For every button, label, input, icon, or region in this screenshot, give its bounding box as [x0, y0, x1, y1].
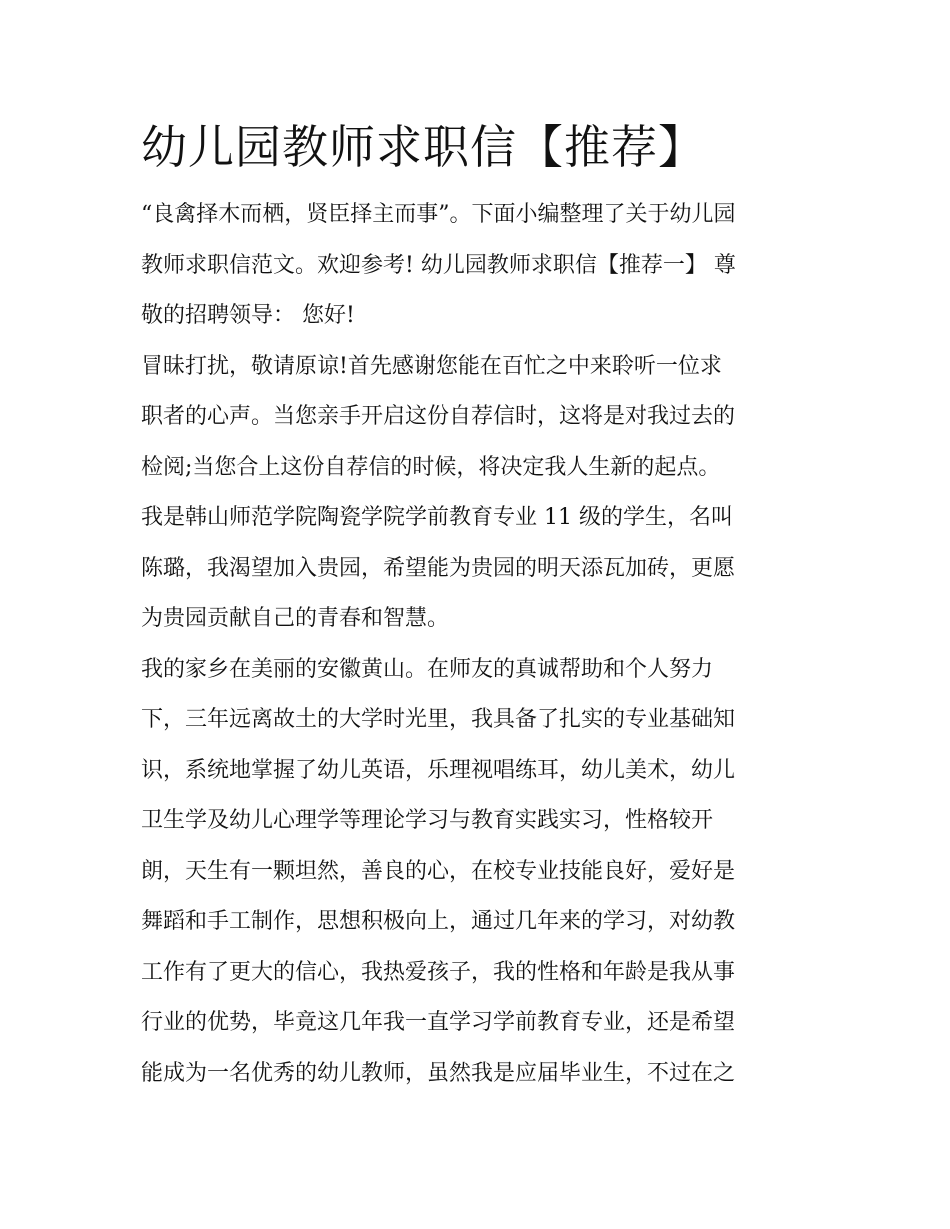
body-line: 为贵园贡献自己的青春和智慧。	[141, 606, 450, 631]
body-line: 敬的招聘领导： 您好!	[141, 303, 355, 328]
body-line: 教师求职信范文。欢迎参考! 幼儿园教师求职信【推荐一】 尊	[141, 252, 736, 278]
document-body	[141, 190, 813, 1099]
body-line: 朗，天生有一颗坦然，善良的心，在校专业技能良好，爱好是	[141, 858, 736, 884]
body-line: 下，三年远离故土的大学时光里，我具备了扎实的专业基础知	[141, 707, 736, 732]
body-line: 冒昧打扰，敬请原谅!首先感谢您能在百忙之中来聆听一位求	[141, 353, 722, 379]
body-line: 卫生学及幼儿心理学等理论学习与教育实践实习，性格较开	[141, 808, 714, 833]
body-line: 工作有了更大的信心，我热爱孩子，我的性格和年龄是我从事	[141, 959, 736, 985]
body-line: 舞蹈和手工制作，思想积极向上，通过几年来的学习，对幼教	[141, 909, 736, 934]
body-line: 我是韩山师范学院陶瓷学院学前教育专业 11 级的学生，名叫	[141, 505, 733, 530]
body-line: 行业的优势，毕竟这几年我一直学习学前教育专业，还是希望	[141, 1010, 736, 1035]
body-line: 职者的心声。当您亲手开启这份自荐信时，这将是对我过去的	[141, 404, 736, 429]
body-line: 我的家乡在美丽的安徽黄山。在师友的真诚帮助和个人努力	[141, 656, 714, 682]
body-line: “良禽择木而栖，贤臣择主而事”。下面小编整理了关于幼儿园	[141, 202, 736, 227]
document-content	[141, 110, 813, 1099]
body-line: 检阅;当您合上这份自荐信的时候，将决定我人生新的起点。	[141, 454, 721, 480]
body-line: 识，系统地掌握了幼儿英语，乐理视唱练耳，幼儿美术，幼儿	[141, 757, 736, 783]
body-line: 能成为一名优秀的幼儿教师，虽然我是应届毕业生，不过在之	[141, 1060, 736, 1086]
document-title: 幼儿园教师求职信【推荐】	[141, 120, 705, 174]
body-line: 陈璐，我渴望加入贵园，希望能为贵园的明天添瓦加砖，更愿	[141, 555, 736, 581]
